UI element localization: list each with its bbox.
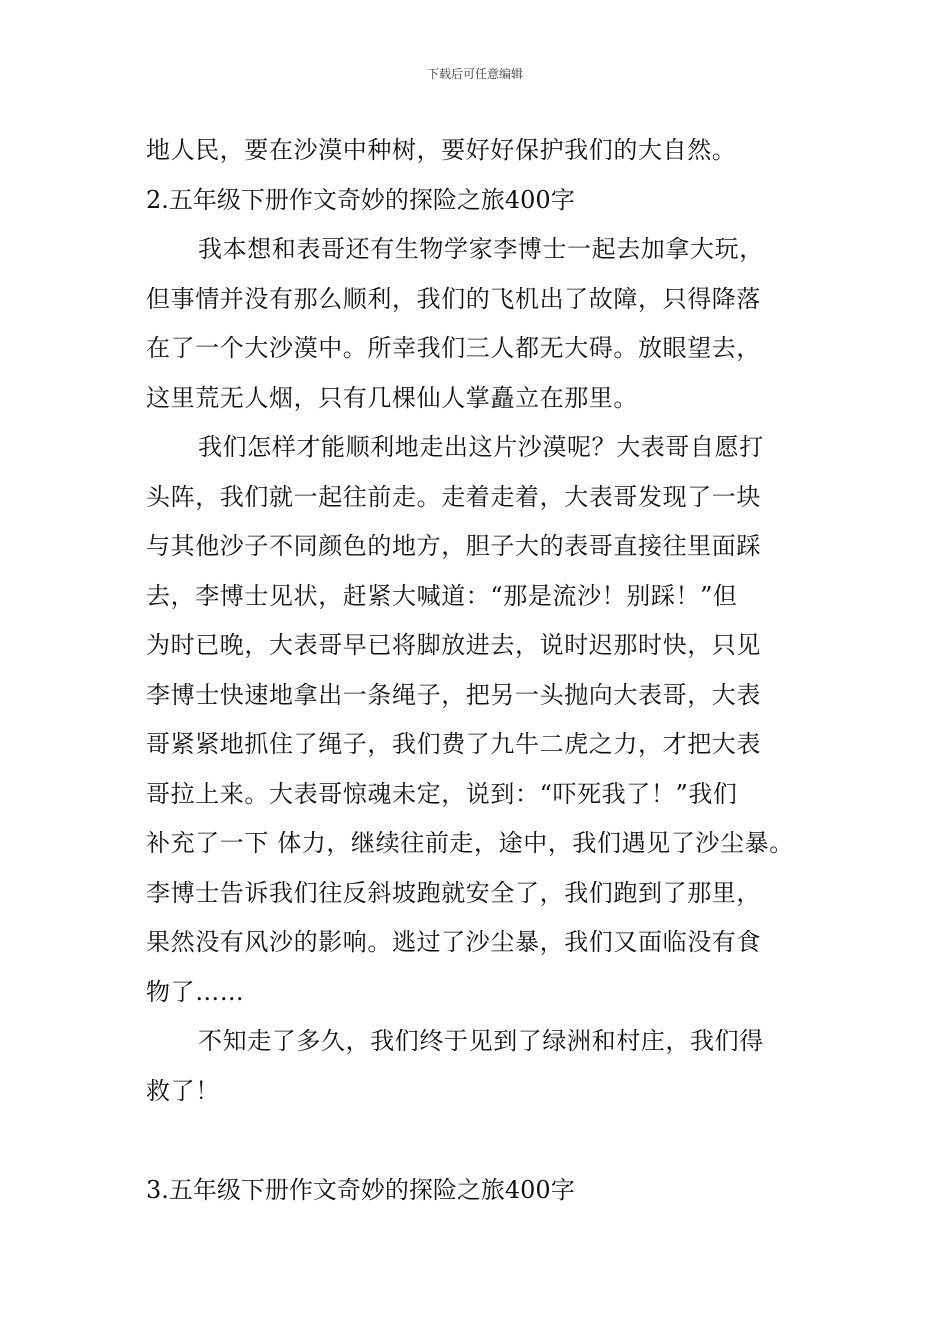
text-line: 物了……	[146, 977, 245, 1006]
paragraph-first-line: 我们怎样才能顺利地走出这片沙漠呢？大表哥自愿打	[198, 433, 764, 461]
text-line: 哥紧紧地抓住了绳子，我们费了九牛二虎之力，才把大表	[146, 730, 761, 758]
text-line: 救了！	[146, 1076, 220, 1105]
paragraph-first-line: 不知走了多久，我们终于见到了绿洲和村庄，我们得	[198, 1027, 764, 1055]
text-line: 地人民，要在沙漠中种树，要好好保护我们的大自然。	[146, 136, 737, 164]
text-line: 与其他沙子不同颜色的地方，胆子大的表哥直接往里面踩	[146, 532, 761, 560]
blank-line	[146, 1116, 836, 1166]
section-heading: 3.五年级下册作文奇妙的探险之旅400字	[146, 1175, 575, 1204]
text-line: 李博士快速地拿出一条绳子，把另一头抛向大表哥，大表	[146, 680, 761, 709]
text-line: 但事情并没有那么顺利，我们的飞机出了故障，只得降落	[146, 284, 761, 313]
text-line: 果然没有风沙的影响。逃过了沙尘暴，我们又面临没有食	[146, 928, 761, 956]
text-line: 去，李博士见状，赶紧大喊道：“那是流沙！别踩！”但	[146, 581, 738, 610]
paragraph-first-line: 我本想和表哥还有生物学家李博士一起去加拿大玩，	[198, 235, 764, 263]
page-header: 下载后可任意编辑	[426, 67, 523, 81]
text-line: 为时已晚，大表哥早已将脚放进去，说时迟那时快，只见	[146, 631, 761, 659]
text-line: 补充了一下 体力，继续往前走，途中，我们遇见了沙尘暴。	[146, 829, 794, 857]
document-body	[146, 126, 836, 1215]
text-line: 李博士告诉我们往反斜坡跑就安全了，我们跑到了那里，	[146, 878, 761, 907]
text-line: 在了一个大沙漠中。所幸我们三人都无大碍。放眼望去，	[146, 334, 761, 362]
text-line: 这里荒无人烟，只有几棵仙人掌矗立在那里。	[146, 383, 638, 412]
section-heading: 2.五年级下册作文奇妙的探险之旅400字	[146, 185, 575, 214]
text-line: 哥拉上来。大表哥惊魂未定，说到：“吓死我了！”我们	[146, 779, 738, 808]
text-line: 头阵，我们就一起往前走。走着走着，大表哥发现了一块	[146, 482, 761, 511]
